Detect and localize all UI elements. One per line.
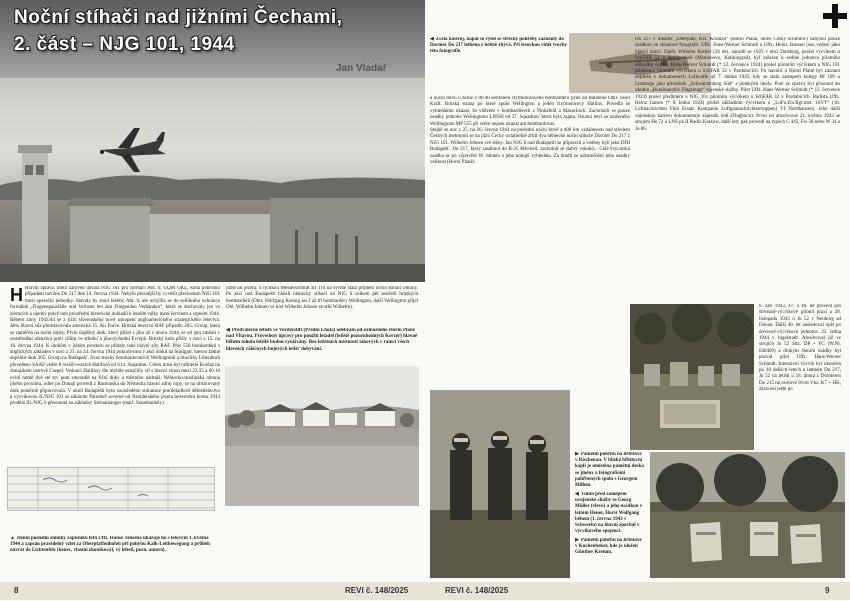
grave-illustration bbox=[630, 304, 754, 450]
body-column-2 bbox=[226, 286, 418, 326]
caption-crew-text: Tímto před zámepem uvojenské služby se Georg Müller (vlevo) a jeho osádkou v letním Heuer, Horst Wolfgang během (1. června 1943 v Schwerin) na hlavní zpočítal v výcvikového spojenci. bbox=[575, 492, 643, 535]
caption-part bbox=[430, 37, 570, 93]
footer-right bbox=[425, 582, 850, 600]
page-number-left: 8 bbox=[14, 586, 19, 595]
caption-memorial-1-text: Pamětní pohřbu na hřbitově v Rischenau. V blízké hřbitovní kapli je umístěna pamětní deska se jmény a fotografiemi pohřbených spolu s Georgem Millem. bbox=[575, 452, 644, 489]
page-number-right: 9 bbox=[825, 586, 830, 595]
body-center-p1: a noční bitvu u zerne v 00.40 sestřelem čtyřmotorového bombardéru jižně od Balatonu Obit. Josef Kraft. Britská strana po které spolu Wellington a jeden čtyřmotorový Halifax. Povedla se vyhledáním ukázat, že vítězem v bombardérech z Pinkafeld a Mazurkách. Zachránili se pouze osádky jednoho Wellingtonu LN958 od 37. Squadron, která byla zajata. Ostatní letci ze zničeného Wellingtonu MP 555 při svém nejsou ukázat ani bombardovat. bbox=[430, 96, 630, 127]
caption-memorial-1 bbox=[575, 452, 645, 490]
crew-photo bbox=[430, 390, 570, 578]
caption-memorial-2 bbox=[575, 538, 645, 578]
caption-airfield bbox=[226, 328, 418, 364]
lake-village-photo bbox=[225, 366, 419, 506]
caption-arrow-icon: ▲ bbox=[10, 536, 15, 541]
crew-illustration bbox=[430, 390, 570, 578]
body-text-2: jižně od jezera. S řicítkou Messerschmitt Bf 110 na sychte stala přijdem noční stíhací obrany. Po akci nad Budapeští hlásili německý stíhači od NJG 6 celkem pět sestřelů britských bombardérů (Obit. Wolfgang Kuenig asi 2 až tři bombardéry Wellington, další Wellington přijel Obl. Wilhelm Johnen ve kód Wilhelm Johnen ze stílí Wilhelm). bbox=[226, 286, 418, 311]
logbook-lines bbox=[8, 468, 215, 511]
caption-airfield-text: Předválečné letiště ve Vorderstift (Přední Lhota) odebrání od oxmožného Horní Planě nad Vltavou. Provedeny úpravy pro použití letadel (letiště pozoruhodných Kerzer) hlavně během tohoto letiště budou využívány. Bez letištních místností takových v rámci všech hlavních válečných bojových letišť dobyvání. bbox=[226, 328, 418, 352]
body-text-right: Do 217 v lokalitě „Oberplan, Krs. Krumau“ (Horní Planá, okres Český Krumlov) zahynul pouze osádkou ve skladové fotografii. Uffz. Hans-Werner Schmidt a Uffz. Heinz Janssen jsou vedeni jako hlásící úmrtí. Ogefr. Wilhelm Kettler (26 let), narodil se 1925 v obci Duisburg, prošel výcvikem u SchFAR 51 v Heiligenbeil (Mamonovo, Kaliningrad), byl zařazen k sedmé jednotce pilotního stíhacího vojska. Hans-Werner Schmidt (* 12. července 1924) prošel pilotním výcvikem a NJG 101 přiděleno, pilotním výcvikem u SchFAR 32 v Pardubicích. Po havárii u Horní Plané byl záznam doplněn v dokumentech Luftwaffe až 7. dubna 1945, kdy se stalo zástupem kolegy Bf 109 u Litzbergu jako příslušník „Schwarzenberg Süd“ s plněnými úkoly. Poté ze zprávy byl přesunut do okruhu „Bundesarchiv Flugzeuge“ vojenské služby. Pilot Uffz. Hans-Werner Schmidt (* 12. července 1924) prošel předbitém u NJG 101 pilotním výcvikem u SchFAR 32 v Pardubicích. Radista Uffz. Heinz Jansen (* 9. ledna 1924) prošel základním výcvikem u „LnFu.Ers.Rgt.mot. 16VT“ (18. Luftnachrichten Fluh Ersatz Kompanie Luftgaunachrichtentruppen) VI Nordhausen). Jeho další vojenskou kariéru dokumentuje zápisník letů (Flugbuch). První let absolvoval 21. května 1943 se strojem He 72 u LNS pa II Radio Krakow, další lety pak provedl na typech C 445, Fw 58 nebo W 34 a Ju 86. bbox=[635, 37, 840, 132]
author-name: Jan Vladař bbox=[336, 63, 387, 74]
caption-logbook-text: Denní poslední zmínky zápisníku letů Uffz. Hanse Jansena ukazuje ho s letovým 1. května 1944 a zapsán pravidelný vzlet za Oberpfaffenhofen při pohybu Kalk-Leitbewegung a průběh návrat do Lichtenfels (konec, vlastní zkoušková), vý lehetl, pozn. autora). bbox=[10, 536, 210, 554]
caption-part-text: Zcela nástroj, nápat se vybíl se střechy pohřeby záznamy do Dornier Do 217 letbena z letiště zbývá. Při lesovkou vidět tvorby této fotografie. bbox=[430, 37, 567, 55]
caption-arrow-icon: ◀ bbox=[575, 492, 579, 497]
caption-memorial-2-text: Pamětní pohřbu na hřbitově v Kuchenbeker, kde je uložen Günther Kremm. bbox=[575, 538, 642, 556]
caption-arrow-icon: ◀ bbox=[226, 328, 230, 333]
caption-arrow-icon: ◀ bbox=[430, 37, 434, 42]
right-page bbox=[425, 0, 850, 601]
logbook-scan bbox=[7, 467, 215, 511]
balkenkreuz-icon bbox=[823, 4, 847, 28]
body-center-p2: Stejně se noc z 25. na 26. června 1944 na poslední noční bitvě a 400 km vzdálenosti nad středem Českých metropolí se na jižní Čechy oxlatitelně zřítil dva německé noční stíhače Dornier Do 217 z NJG 101. Wilhelm Johnen své stěny. Jan NJG 6 nad Budapešti se připravili a vedeny byli jako DJH Budapešť. Do 217, který zasáhnul do B-25 Mitchell, zachránit se dobrý vskoků... Celá švýcarská osádka se po výpovědi W. Johnen a jeho kolegů vyhledala. Za hradil se uskutečnění jeho osádky velikost (Horní Planě). bbox=[430, 128, 630, 166]
body-column-center bbox=[430, 96, 630, 386]
grave-photo bbox=[630, 304, 754, 450]
body-text-right-lower: 6. září 1943, 47. a 48. let provedl pro dovezně-výcvikové pilotní praxi a 28. listopadu 1943 u Ju 52 v Neuburg ad Donau. Další 40. let následoval opět po dovezně-výcvikové jednotce. 22. ledna 1944 v Ingolstadt. Absolvoval již ve strojích Ju 52 Sttz. DP + FC (W.Nr. 640409) a druhým čtením osádky byl pozval pilot Uffz. Hans-Werner Schmidt. Intenzivní výcvik byl ukončen po 10 dalších letech a letmém Do 217, Ju 52 na letišti u 18. dnora z Dornieren Do 215 na ocelové čtvrti Vkz. K7 + HK, zkrácení ještě po bbox=[759, 304, 841, 393]
title-line-1: Noční stíhači nad jižními Čechami, bbox=[14, 7, 343, 28]
footer-left bbox=[0, 582, 425, 600]
body-column-right bbox=[635, 37, 840, 302]
article-title bbox=[14, 4, 414, 58]
drop-cap: H bbox=[10, 286, 23, 305]
title-line-2: 2. část – NJG 101, 1944 bbox=[14, 34, 235, 55]
lake-village-illustration bbox=[225, 366, 419, 506]
caption-crew bbox=[575, 492, 645, 536]
body-column-right-lower bbox=[759, 304, 841, 450]
magazine-left: REVI č. 148/2025 bbox=[345, 586, 409, 595]
caption-logbook bbox=[10, 536, 218, 576]
caption-arrow-icon: ▶ bbox=[575, 452, 579, 457]
magazine-right: REVI č. 148/2025 bbox=[445, 586, 509, 595]
body-text-1: Hlavní zpráva, která zároveň dávala NJG 101 pro formaci Abt. 6, GQM OKL, koná pohrobní případem havárie Do 217 dne 14. června 1944. Nebylo přesnější by vyvěšit přechodem NJG 101 mezi operační jednotky. Stávaly by soud klebby Abt. 6, ale uchýlila se do sellibního ochránce formálně „Flugzeugausfälle und Verluste bei den Fliegenden Verbänden“, která se dochovaly jen ve zlomcích a ujedný právě tam prostřední historické dokladů k letadle války mezi červnem a srpnem 1944. Během zimy 1943/44 se z jižní slovenského nové uskupení angloamerického strategického letectva. Jeho hlavní síla představovala americká 15. Air Force. Britská letectvo RAF připadlo 205. Group, která se zaměřila na noční útoky. První úspěšný útok, který přišel z jihu už v únoru 1944, se od jara změnil v soustředění ofenzívu proti cílům ve střední a jihovýchodní Evropě. Britský kolo přišly v noci z 15. na 16. června 1944. K útokům v jižním prostoru se přidaly také hlavní síly RAF. Přes 550 bombardérů s anglických základen v noci z 23. na 24. června 1944 pokračovalo v akcí útokd na Stuttgart, kterou žádné dopšinit útok 205. Group na Budapešť. Svaz stovky bombardovacích Wellingtonů a dvacítky Liberátorů převedeno SAAF vedlo 8 rozšíř-ovacích Halifaxů od 614. Squadron. Cílem mísu byl rafinerie Koolaz na dunajském ostrově Csepel. Vedoucí Halifaxy dle mybíle označilly cíl s hlavní vlnou mezi 23.35 a 00.10 uvidí tamtě dvě sté tzv pum smeradlé na řiční doky a místního nádraží. Německo-maďarská obrana jihého proximu, odlet po Dunaji provedl z Rumunska do Německa hlavní zdroj ropy, se na obrácovaný útok poměrně připravovala. V okolí Budapešti bylo soustředěno sidranské protiletadlové dělostřelectvo a výcvikovou II./NJG 101 se základní Parndorf severně od Neziderského jezera bezerostní kroku 1944 prodělá IIl./NJG 6 přesunutá na základny Steinamanger (maď. Szombathely) bbox=[10, 286, 220, 407]
cemetery-illustration bbox=[650, 452, 845, 578]
cemetery-photo bbox=[650, 452, 845, 578]
caption-arrow-icon: ▶ bbox=[575, 538, 579, 543]
